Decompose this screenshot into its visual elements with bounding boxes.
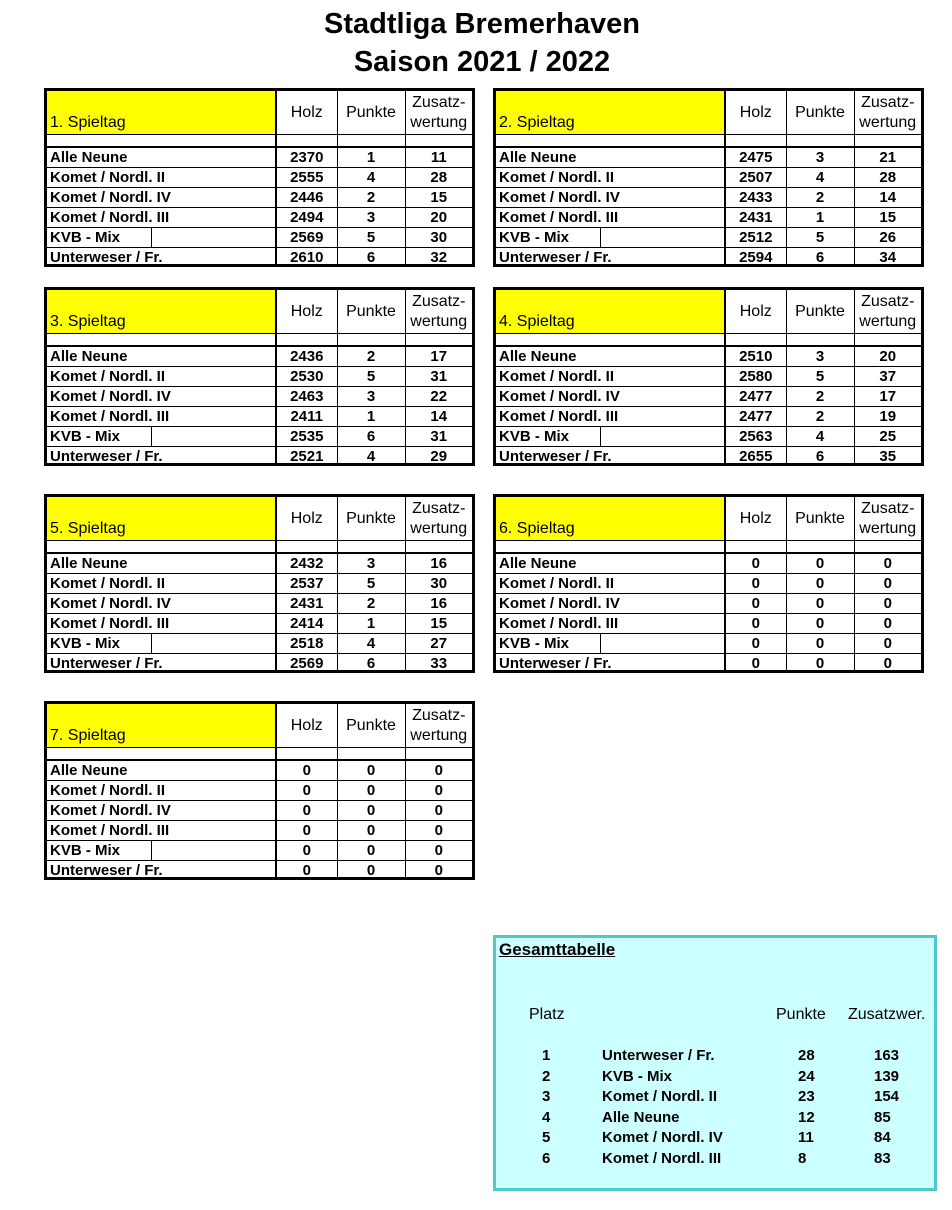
holz-value: 2463: [276, 387, 337, 407]
holz-value: 0: [276, 760, 337, 781]
gesamt-platz: 2: [542, 1067, 551, 1085]
gesamt-header-punkte: Punkte: [776, 1006, 826, 1023]
zusatz-value: 31: [405, 367, 472, 387]
holz-value: 2507: [725, 168, 786, 188]
punkte-value: 1: [337, 614, 405, 634]
zusatz-value: 0: [854, 553, 921, 574]
gesamt-header-platz: Platz: [529, 1006, 565, 1023]
gesamt-punkte: 8: [798, 1150, 807, 1167]
punkte-value: 5: [786, 228, 854, 248]
holz-value: 2518: [276, 634, 337, 654]
punkte-value: 2: [786, 387, 854, 407]
team-name: Unterweser / Fr.: [47, 447, 276, 467]
holz-value: 2580: [725, 367, 786, 387]
punkte-value: 3: [786, 346, 854, 367]
punkte-value: 0: [786, 614, 854, 634]
table-row: [47, 654, 472, 674]
page-subtitle: Saison 2021 / 2022: [353, 46, 611, 78]
team-name: Komet / Nordl. II: [496, 168, 725, 188]
holz-value: 0: [725, 614, 786, 634]
team-name: Komet / Nordl. IV: [47, 801, 276, 821]
punkte-value: 1: [786, 208, 854, 228]
team-name: KVB - Mix: [496, 228, 725, 248]
holz-value: 2537: [276, 574, 337, 594]
zusatz-value: 26: [854, 228, 921, 248]
zusatz-value: 37: [854, 367, 921, 387]
spieltag-label: 7. Spieltag: [47, 704, 276, 748]
table-row: [47, 574, 472, 594]
team-name: Unterweser / Fr.: [47, 654, 276, 674]
spieltag-label: 6. Spieltag: [496, 497, 725, 541]
punkte-value: 0: [786, 574, 854, 594]
punkte-value: 6: [786, 248, 854, 268]
punkte-value: 2: [786, 407, 854, 427]
team-name: Komet / Nordl. IV: [47, 594, 276, 614]
spieltag-table: [44, 494, 475, 673]
punkte-value: 0: [337, 781, 405, 801]
team-name: Komet / Nordl. III: [47, 407, 276, 427]
table-row: [47, 147, 472, 168]
punkte-value: 0: [337, 760, 405, 781]
zusatz-value: 32: [405, 248, 472, 268]
punkte-value: 6: [786, 447, 854, 467]
table-row: [496, 574, 921, 594]
table-row: [496, 387, 921, 407]
spieltag-label: 3. Spieltag: [47, 290, 276, 334]
holz-value: 2432: [276, 553, 337, 574]
column-header-holz: Holz: [276, 91, 337, 135]
spieltag-label: 4. Spieltag: [496, 290, 725, 334]
table-row: [47, 447, 472, 467]
punkte-value: 1: [337, 147, 405, 168]
zusatz-value: 11: [405, 147, 472, 168]
column-header-holz: Holz: [725, 290, 786, 334]
zusatz-value: 33: [405, 654, 472, 674]
table-row: [47, 188, 472, 208]
column-header-punkte: Punkte: [786, 497, 854, 541]
table-row: [47, 553, 472, 574]
holz-value: 2477: [725, 387, 786, 407]
cell-divider: [151, 228, 152, 247]
gesamt-punkte: 23: [798, 1088, 815, 1106]
spieltag-label: 1. Spieltag: [47, 91, 276, 135]
table-row: [47, 208, 472, 228]
table-row: [496, 614, 921, 634]
zusatz-value: 15: [405, 614, 472, 634]
column-header-zusatzwertung: Zusatz- wertung: [405, 704, 472, 748]
gesamt-header-zusatz: Zusatzwer.: [848, 1006, 926, 1023]
team-name: Unterweser / Fr.: [47, 861, 276, 881]
team-name: Alle Neune: [496, 147, 725, 168]
zusatz-value: 16: [405, 553, 472, 574]
gesamt-team: Unterweser / Fr.: [602, 1047, 715, 1064]
holz-value: 0: [725, 553, 786, 574]
punkte-value: 6: [337, 427, 405, 447]
column-header-punkte: Punkte: [337, 91, 405, 135]
zusatz-value: 28: [854, 168, 921, 188]
table-row: [47, 634, 472, 654]
table-row: [496, 654, 921, 674]
team-name: Alle Neune: [496, 553, 725, 574]
column-header-punkte: Punkte: [337, 290, 405, 334]
table-row: [47, 346, 472, 367]
holz-value: 2436: [276, 346, 337, 367]
punkte-value: 4: [786, 427, 854, 447]
gesamt-zusatz: 85: [874, 1108, 891, 1126]
team-name: Komet / Nordl. II: [47, 781, 276, 801]
gesamt-team: Komet / Nordl. IV: [602, 1129, 723, 1147]
table-row: [496, 228, 921, 248]
holz-value: 2569: [276, 654, 337, 674]
zusatz-value: 27: [405, 634, 472, 654]
team-name: Komet / Nordl. IV: [47, 188, 276, 208]
zusatz-value: 0: [854, 634, 921, 654]
zusatz-value: 0: [405, 760, 472, 781]
column-header-punkte: Punkte: [786, 91, 854, 135]
table-row: [496, 367, 921, 387]
team-name: KVB - Mix: [47, 634, 276, 654]
holz-value: 0: [276, 801, 337, 821]
punkte-value: 4: [786, 168, 854, 188]
punkte-value: 1: [337, 407, 405, 427]
zusatz-value: 28: [405, 168, 472, 188]
punkte-value: 4: [337, 168, 405, 188]
zusatz-value: 0: [405, 801, 472, 821]
column-header-holz: Holz: [276, 497, 337, 541]
team-name: Komet / Nordl. II: [496, 367, 725, 387]
punkte-value: 2: [786, 188, 854, 208]
team-name: Komet / Nordl. III: [496, 614, 725, 634]
table-row: [496, 594, 921, 614]
gesamt-team: Alle Neune: [602, 1108, 680, 1126]
gesamt-zusatz: 154: [874, 1088, 900, 1106]
zusatz-value: 0: [854, 614, 921, 634]
table-row: [47, 367, 472, 387]
spieltag-label: 5. Spieltag: [47, 497, 276, 541]
holz-value: 2433: [725, 188, 786, 208]
table-row: [496, 208, 921, 228]
holz-value: 0: [276, 841, 337, 861]
gesamt-punkte: 28: [798, 1047, 815, 1064]
team-name: Alle Neune: [47, 147, 276, 168]
zusatz-value: 0: [854, 654, 921, 674]
zusatz-value: 20: [854, 346, 921, 367]
gesamttabelle: [493, 935, 937, 1191]
holz-value: 0: [276, 821, 337, 841]
gesamt-zusatz: 83: [874, 1150, 891, 1167]
gesamt-team: KVB - Mix: [602, 1067, 673, 1085]
zusatz-value: 0: [854, 594, 921, 614]
table-row: [47, 861, 472, 881]
zusatz-value: 0: [405, 861, 472, 881]
punkte-value: 5: [337, 228, 405, 248]
zusatz-value: 34: [854, 248, 921, 268]
punkte-value: 0: [337, 801, 405, 821]
team-name: Komet / Nordl. IV: [496, 188, 725, 208]
column-header-punkte: Punkte: [337, 497, 405, 541]
zusatz-value: 15: [405, 188, 472, 208]
zusatz-value: 17: [854, 387, 921, 407]
team-name: Komet / Nordl. III: [47, 614, 276, 634]
column-header-zusatzwertung: Zusatz- wertung: [405, 497, 472, 541]
spieltag-table: [44, 701, 475, 880]
gesamt-platz: 1: [542, 1047, 551, 1064]
gesamt-platz: 6: [542, 1150, 551, 1167]
team-name: KVB - Mix: [496, 427, 725, 447]
table-row: [47, 407, 472, 427]
punkte-value: 2: [337, 346, 405, 367]
team-name: Alle Neune: [47, 760, 276, 781]
holz-value: 2431: [725, 208, 786, 228]
spieltag-table: [493, 494, 924, 673]
zusatz-value: 17: [405, 346, 472, 367]
punkte-value: 6: [337, 654, 405, 674]
team-name: Alle Neune: [47, 553, 276, 574]
column-header-zusatzwertung: Zusatz- wertung: [854, 497, 921, 541]
table-row: [47, 387, 472, 407]
gesamt-punkte: 11: [798, 1129, 814, 1147]
holz-value: 2411: [276, 407, 337, 427]
zusatz-value: 0: [405, 841, 472, 861]
team-name: Komet / Nordl. III: [496, 407, 725, 427]
punkte-value: 3: [337, 208, 405, 228]
gesamt-zusatz: 84: [874, 1129, 891, 1147]
table-row: [47, 427, 472, 447]
column-header-holz: Holz: [276, 290, 337, 334]
punkte-value: 0: [786, 553, 854, 574]
table-row: [496, 427, 921, 447]
team-name: Komet / Nordl. IV: [496, 387, 725, 407]
holz-value: 2555: [276, 168, 337, 188]
team-name: Unterweser / Fr.: [496, 654, 725, 674]
holz-value: 2510: [725, 346, 786, 367]
column-header-zusatzwertung: Zusatz- wertung: [405, 91, 472, 135]
team-name: Komet / Nordl. III: [47, 208, 276, 228]
gesamt-zusatz: 139: [874, 1067, 900, 1085]
punkte-value: 2: [337, 594, 405, 614]
table-row: [47, 228, 472, 248]
table-row: [47, 168, 472, 188]
team-name: Komet / Nordl. II: [47, 574, 276, 594]
holz-value: 2475: [725, 147, 786, 168]
holz-value: 0: [725, 634, 786, 654]
team-name: KVB - Mix: [47, 228, 276, 248]
punkte-value: 0: [337, 861, 405, 881]
team-name: KVB - Mix: [47, 427, 276, 447]
punkte-value: 3: [786, 147, 854, 168]
cell-divider: [151, 634, 152, 653]
cell-divider: [151, 427, 152, 446]
zusatz-value: 21: [854, 147, 921, 168]
spieltag-label: 2. Spieltag: [496, 91, 725, 135]
zusatz-value: 30: [405, 228, 472, 248]
team-name: Unterweser / Fr.: [496, 447, 725, 467]
cell-divider: [600, 427, 601, 446]
table-row: [47, 821, 472, 841]
holz-value: 2521: [276, 447, 337, 467]
team-name: Komet / Nordl. III: [47, 821, 276, 841]
table-row: [496, 147, 921, 168]
zusatz-value: 14: [405, 407, 472, 427]
table-row: [496, 248, 921, 268]
zusatz-value: 0: [854, 574, 921, 594]
punkte-value: 4: [337, 447, 405, 467]
holz-value: 2512: [725, 228, 786, 248]
zusatz-value: 15: [854, 208, 921, 228]
table-row: [496, 188, 921, 208]
holz-value: 2594: [725, 248, 786, 268]
gesamt-team: Komet / Nordl. II: [602, 1088, 718, 1106]
team-name: KVB - Mix: [47, 841, 276, 861]
spieltag-table: [493, 287, 924, 466]
gesamt-row: [496, 1127, 934, 1148]
team-name: KVB - Mix: [496, 634, 725, 654]
zusatz-value: 20: [405, 208, 472, 228]
team-name: Komet / Nordl. II: [47, 367, 276, 387]
team-name: Komet / Nordl. II: [47, 168, 276, 188]
punkte-value: 3: [337, 553, 405, 574]
team-name: Komet / Nordl. IV: [496, 594, 725, 614]
column-header-zusatzwertung: Zusatz- wertung: [854, 91, 921, 135]
team-name: Komet / Nordl. III: [496, 208, 725, 228]
punkte-value: 0: [786, 654, 854, 674]
table-row: [47, 801, 472, 821]
zusatz-value: 22: [405, 387, 472, 407]
punkte-value: 5: [786, 367, 854, 387]
holz-value: 2370: [276, 147, 337, 168]
team-name: Alle Neune: [496, 346, 725, 367]
team-name: Komet / Nordl. IV: [47, 387, 276, 407]
gesamt-punkte: 24: [798, 1067, 815, 1085]
zusatz-value: 16: [405, 594, 472, 614]
gesamt-team: Komet / Nordl. III: [602, 1150, 722, 1167]
holz-value: 2563: [725, 427, 786, 447]
table-row: [47, 760, 472, 781]
holz-value: 2569: [276, 228, 337, 248]
punkte-value: 0: [337, 821, 405, 841]
table-row: [496, 407, 921, 427]
column-header-holz: Holz: [725, 497, 786, 541]
zusatz-value: 25: [854, 427, 921, 447]
holz-value: 0: [725, 654, 786, 674]
zusatz-value: 14: [854, 188, 921, 208]
gesamt-platz: 3: [542, 1088, 551, 1106]
zusatz-value: 0: [405, 821, 472, 841]
gesamt-platz: 4: [542, 1108, 551, 1126]
holz-value: 2535: [276, 427, 337, 447]
cell-divider: [600, 634, 601, 653]
zusatz-value: 0: [405, 781, 472, 801]
spieltag-table: [493, 88, 924, 267]
table-row: [496, 346, 921, 367]
table-row: [47, 594, 472, 614]
table-row: [496, 634, 921, 654]
table-row: [496, 447, 921, 467]
punkte-value: 5: [337, 574, 405, 594]
holz-value: 0: [276, 781, 337, 801]
page-title: Stadtliga Bremerhaven: [324, 8, 640, 40]
punkte-value: 2: [337, 188, 405, 208]
column-header-zusatzwertung: Zusatz- wertung: [405, 290, 472, 334]
team-name: Komet / Nordl. II: [496, 574, 725, 594]
column-header-holz: Holz: [276, 704, 337, 748]
holz-value: 2530: [276, 367, 337, 387]
gesamt-zusatz: 163: [874, 1047, 900, 1064]
punkte-value: 5: [337, 367, 405, 387]
table-row: [47, 248, 472, 268]
zusatz-value: 31: [405, 427, 472, 447]
cell-divider: [600, 228, 601, 247]
team-name: Unterweser / Fr.: [496, 248, 725, 268]
punkte-value: 0: [786, 594, 854, 614]
gesamt-row: [496, 1066, 934, 1087]
holz-value: 2494: [276, 208, 337, 228]
holz-value: 2446: [276, 188, 337, 208]
gesamt-row: [496, 1107, 934, 1128]
holz-value: 0: [725, 594, 786, 614]
holz-value: 0: [725, 574, 786, 594]
gesamt-row: [496, 1045, 934, 1066]
holz-value: 2655: [725, 447, 786, 467]
spieltag-table: [44, 88, 475, 267]
column-header-holz: Holz: [725, 91, 786, 135]
cell-divider: [151, 841, 152, 860]
zusatz-value: 29: [405, 447, 472, 467]
column-header-zusatzwertung: Zusatz- wertung: [854, 290, 921, 334]
team-name: Unterweser / Fr.: [47, 248, 276, 268]
zusatz-value: 35: [854, 447, 921, 467]
punkte-value: 0: [786, 634, 854, 654]
table-row: [47, 841, 472, 861]
zusatz-value: 19: [854, 407, 921, 427]
holz-value: 0: [276, 861, 337, 881]
holz-value: 2610: [276, 248, 337, 268]
punkte-value: 0: [337, 841, 405, 861]
gesamt-platz: 5: [542, 1129, 551, 1147]
gesamt-row: [496, 1148, 934, 1169]
table-row: [496, 553, 921, 574]
table-row: [47, 781, 472, 801]
spieltag-table: [44, 287, 475, 466]
team-name: Alle Neune: [47, 346, 276, 367]
gesamt-row: [496, 1086, 934, 1107]
column-header-punkte: Punkte: [786, 290, 854, 334]
punkte-value: 4: [337, 634, 405, 654]
column-header-punkte: Punkte: [337, 704, 405, 748]
table-row: [496, 168, 921, 188]
zusatz-value: 30: [405, 574, 472, 594]
punkte-value: 6: [337, 248, 405, 268]
gesamt-punkte: 12: [798, 1108, 815, 1126]
holz-value: 2414: [276, 614, 337, 634]
punkte-value: 3: [337, 387, 405, 407]
holz-value: 2431: [276, 594, 337, 614]
gesamttabelle-title: Gesamttabelle: [499, 940, 616, 959]
table-row: [47, 614, 472, 634]
holz-value: 2477: [725, 407, 786, 427]
